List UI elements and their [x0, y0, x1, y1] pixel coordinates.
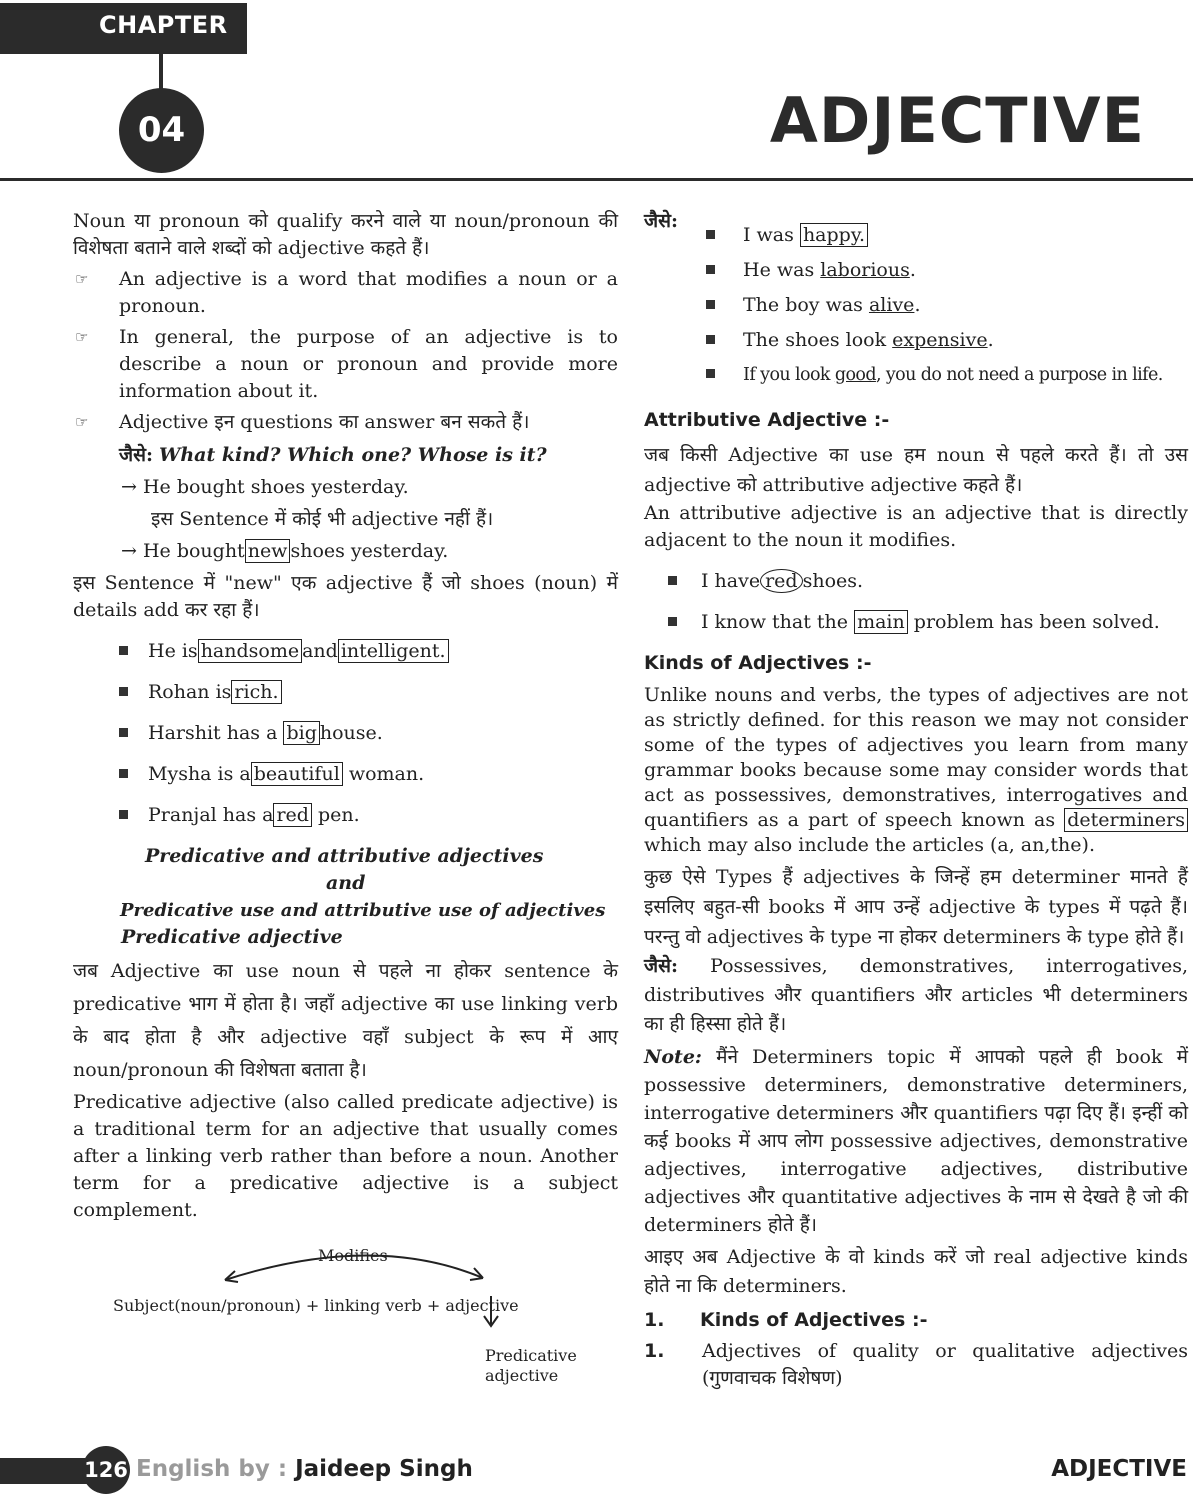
list-item: He is handsome and intelligent.: [119, 638, 618, 665]
example-list: [706, 214, 1163, 397]
list-item: The boy was alive.: [706, 292, 1163, 319]
modifies-label: Modifies: [318, 1246, 388, 1265]
boxed-adjective: rich.: [231, 680, 281, 704]
right-arrow-icon: →: [121, 540, 137, 562]
square-bullet-icon: [119, 687, 128, 696]
kinds-hindi: कुछ ऐसे Types हैं adjectives के जिन्हें हम determiner मानते हैं इसलिए बहुत-सी books में आप उन्हें adjective के types में पढ़ते हैं। परन्तु वो adjectives के type ना होकर determiners के type होते हैं।: [644, 866, 1188, 948]
square-bullet-icon: [119, 728, 128, 737]
underlined-adjective: expensive: [892, 329, 988, 351]
list-item: Harshit has a big house.: [119, 720, 618, 747]
square-bullet-icon: [706, 230, 715, 239]
boxed-term: determiners: [1064, 808, 1188, 832]
boxed-adjective: happy.: [800, 223, 868, 247]
section-heading: Kinds of Adjectives :-: [644, 652, 872, 674]
attributive-hindi: जब किसी Adjective का use हम noun से पहले करते हैं। तो उस adjective को attributive adjective कहते हैं।: [644, 444, 1188, 496]
bullet-point: ☞ In general, the purpose of an adjective is to describe a noun or pronoun and provide more information about it.: [73, 324, 618, 405]
square-bullet-icon: [119, 769, 128, 778]
underlined-adjective: good: [834, 365, 876, 385]
numbered-heading: 1. Kinds of Adjectives :-: [644, 1309, 928, 1331]
square-bullet-icon: [119, 810, 128, 819]
list-item: He was laborious.: [706, 257, 1163, 284]
chapter-connector: [159, 53, 163, 91]
boxed-adjective: big: [283, 721, 319, 745]
square-bullet-icon: [706, 300, 715, 309]
kinds-english: Unlike nouns and verbs, the types of adjectives are not as strictly defined. for this reason we may not consider some of the types of adjectives you learn from many grammar books because some may consider words that act as possessives, demonstratives, interrogatives and quantifiers as a part of speech known as determiners which may also include the articles (a, an,the).: [644, 684, 1188, 856]
boxed-adjective: main: [854, 610, 908, 634]
section-heading: and: [326, 872, 366, 894]
footer-section: ADJECTIVE: [1051, 1456, 1187, 1482]
pointing-hand-icon: ☞: [75, 328, 89, 346]
list-item: Rohan is rich.: [119, 679, 618, 706]
chapter-number: 04: [119, 88, 204, 173]
example-line: → He bought shoes yesterday.: [121, 476, 409, 498]
note-paragraph: Note: मैंने Determiners topic में आपको पहले ही book में possessive determiners, demonstrative determiners, interrogative determiners और quantifiers पढ़ा दिए हैं। इन्हीं को कई books में आप लोग possessive adjectives, demonstrative adjectives, interrogative adjectives, distributive adjectives और quantitative adjectives के नाम से देखते है जो की determiners होते हैं।: [644, 1046, 1188, 1236]
underlined-adjective: laborious: [820, 259, 910, 281]
list-item: If you look good, you do not need a purpose in life.: [706, 362, 1163, 389]
page-number: 126: [82, 1446, 130, 1494]
predicative-hindi: जब Adjective का use noun से पहले ना होकर sentence के predicative भाग में होता है। जहाँ adjective का use linking verb के बाद होता है और adjective वहाँ subject के रूप में आए noun/pronoun की विशेषता बताता है।: [73, 960, 618, 1081]
list-item: I have red shoes.: [668, 568, 1188, 595]
pointing-hand-icon: ☞: [75, 413, 89, 431]
list-item: Mysha is a beautiful woman.: [119, 761, 618, 788]
section-heading: Predicative adjective: [121, 926, 343, 948]
list-item: I know that the main problem has been solved.: [668, 609, 1188, 636]
boxed-adjective: intelligent.: [338, 639, 449, 663]
example-line: → He bought new shoes yesterday.: [121, 540, 449, 562]
numbered-item: 1. Adjectives of quality or qualitative adjectives (गुणवाचक विशेषण): [644, 1340, 1188, 1389]
pointing-hand-icon: ☞: [75, 270, 89, 288]
left-column: [73, 208, 618, 1385]
questions-line: जैसे: What kind? Which one? Whose is it?: [119, 444, 547, 466]
boxed-adjective: beautiful: [251, 762, 343, 786]
predicative-diagram: [73, 1238, 618, 1385]
square-bullet-icon: [706, 335, 715, 344]
intro-paragraph: Noun या pronoun को qualify करने वाले या noun/pronoun की विशेषता बताने वाले शब्दों को adjective कहते हैं।: [73, 210, 618, 259]
square-bullet-icon: [119, 646, 128, 655]
adjective-label: adjective: [485, 1366, 559, 1385]
attributive-english: An attributive adjective is an adjective that is directly adjacent to the noun it modifies.: [644, 502, 1188, 551]
underlined-adjective: alive: [868, 294, 915, 316]
right-column: [644, 208, 1188, 1392]
examples-block: [644, 208, 1188, 397]
square-bullet-icon: [668, 617, 677, 626]
bullet-point: ☞ An adjective is a word that modifies a noun or a pronoun.: [73, 266, 618, 320]
right-arrow-icon: →: [121, 476, 137, 498]
list-item: I was happy.: [706, 222, 1163, 249]
square-bullet-icon: [668, 576, 677, 585]
bullet-point: ☞ Adjective इन questions का answer बन सकते हैं।: [73, 409, 618, 436]
example-note: इस Sentence में कोई भी adjective नहीं हैं।: [151, 508, 494, 530]
predicative-english: Predicative adjective (also called predicate adjective) is a traditional term for an adjective that usually comes after a linking verb rather than before a noun. Another term for a predicative adjective is a subject complement.: [73, 1091, 618, 1221]
square-bullet-icon: [706, 265, 715, 274]
boxed-adjective: new: [245, 539, 291, 563]
list-item: The shoes look expensive.: [706, 327, 1163, 354]
square-bullet-icon: [706, 369, 715, 378]
circled-adjective: red: [760, 569, 803, 593]
section-heading: Predicative use and attributive use of adjectives: [120, 900, 606, 921]
example-list: [119, 638, 618, 829]
section-heading: Attributive Adjective :-: [644, 409, 890, 431]
aaiye-paragraph: आइए अब Adjective के वो kinds करें जो real adjective kinds होते ना कि determiners.: [644, 1246, 1188, 1297]
list-item: Pranjal has a red pen.: [119, 802, 618, 829]
boxed-adjective: red: [273, 803, 312, 827]
chapter-label: CHAPTER: [0, 3, 247, 54]
formula-label: Subject(noun/pronoun) + linking verb + adjective: [113, 1296, 519, 1315]
predicative-label: Predicative: [485, 1346, 577, 1365]
header-divider: [0, 178, 1193, 181]
page-title: ADJECTIVE: [769, 84, 1145, 157]
boxed-adjective: handsome: [198, 639, 302, 663]
example-note: इस Sentence में "new" एक adjective हैं जो shoes (noun) में details add कर रहा हैं।: [73, 572, 618, 621]
attributive-examples: [668, 568, 1188, 636]
example-label: जैसे:: [644, 210, 678, 232]
section-heading: Predicative and attributive adjectives: [145, 845, 544, 867]
jaise-paragraph: जैसे: Possessives, demonstratives, interrogatives, distributives और quantifiers और articles भी determiners का ही हिस्सा होते हैं।: [644, 955, 1188, 1035]
footer-brand: English by : Jaideep Singh: [136, 1456, 473, 1482]
